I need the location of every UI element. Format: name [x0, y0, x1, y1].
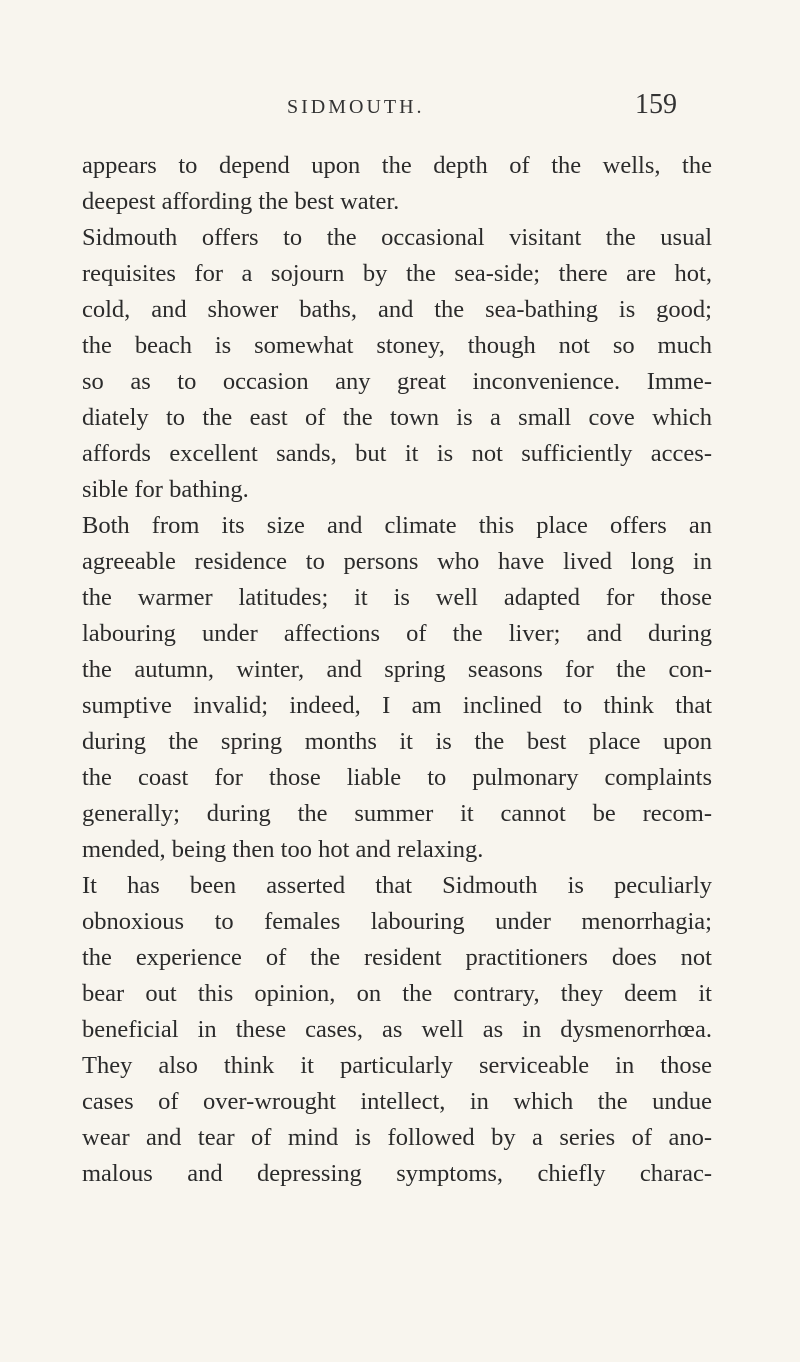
text-line: the beach is somewhat stoney, though not so much: [82, 332, 712, 359]
text-line: cases of over-wrought intellect, in which the undue: [82, 1088, 712, 1115]
text-line: so as to occasion any great inconvenience. Imme-: [82, 368, 712, 395]
page-number: 159: [635, 89, 677, 120]
text-line: the autumn, winter, and spring seasons for the con-: [82, 656, 712, 683]
text-line: requisites for a sojourn by the sea-side; there are hot,: [82, 260, 712, 287]
text-line: malous and depressing symptoms, chiefly charac-: [82, 1160, 712, 1187]
text-line: the coast for those liable to pulmonary complaints: [82, 764, 712, 791]
text-line: affords excellent sands, but it is not sufficiently acces-: [82, 440, 712, 467]
text-line: mended, being then too hot and relaxing.: [82, 836, 484, 863]
text-line: generally; during the summer it cannot be recom-: [82, 800, 712, 827]
text-line: diately to the east of the town is a small cove which: [82, 404, 712, 431]
running-head: SIDMOUTH.: [287, 96, 425, 118]
text-line: It has been asserted that Sidmouth is peculiarly: [82, 872, 712, 899]
text-line: agreeable residence to persons who have lived long in: [82, 548, 712, 575]
text-line: Both from its size and climate this place offers an: [82, 512, 712, 539]
text-line: obnoxious to females labouring under menorrhagia;: [82, 908, 712, 935]
text-line: wear and tear of mind is followed by a series of ano-: [82, 1124, 712, 1151]
text-line: Sidmouth offers to the occasional visitant the usual: [82, 224, 712, 251]
text-line: during the spring months it is the best place upon: [82, 728, 712, 755]
text-line: sible for bathing.: [82, 476, 249, 503]
text-line: beneficial in these cases, as well as in dysmenorrhœa.: [82, 1016, 712, 1043]
text-line: the warmer latitudes; it is well adapted for those: [82, 584, 712, 611]
text-line: cold, and shower baths, and the sea-bathing is good;: [82, 296, 712, 323]
text-line: labouring under affections of the liver; and during: [82, 620, 712, 647]
text-line: sumptive invalid; indeed, I am inclined to think that: [82, 692, 712, 719]
text-line: bear out this opinion, on the contrary, they deem it: [82, 980, 712, 1007]
body-text: [82, 148, 712, 1192]
text-line: the experience of the resident practitioners does not: [82, 944, 712, 971]
text-line: They also think it particularly serviceable in those: [82, 1052, 712, 1079]
text-line: deepest affording the best water.: [82, 188, 400, 215]
text-line: appears to depend upon the depth of the wells, the: [82, 152, 712, 179]
